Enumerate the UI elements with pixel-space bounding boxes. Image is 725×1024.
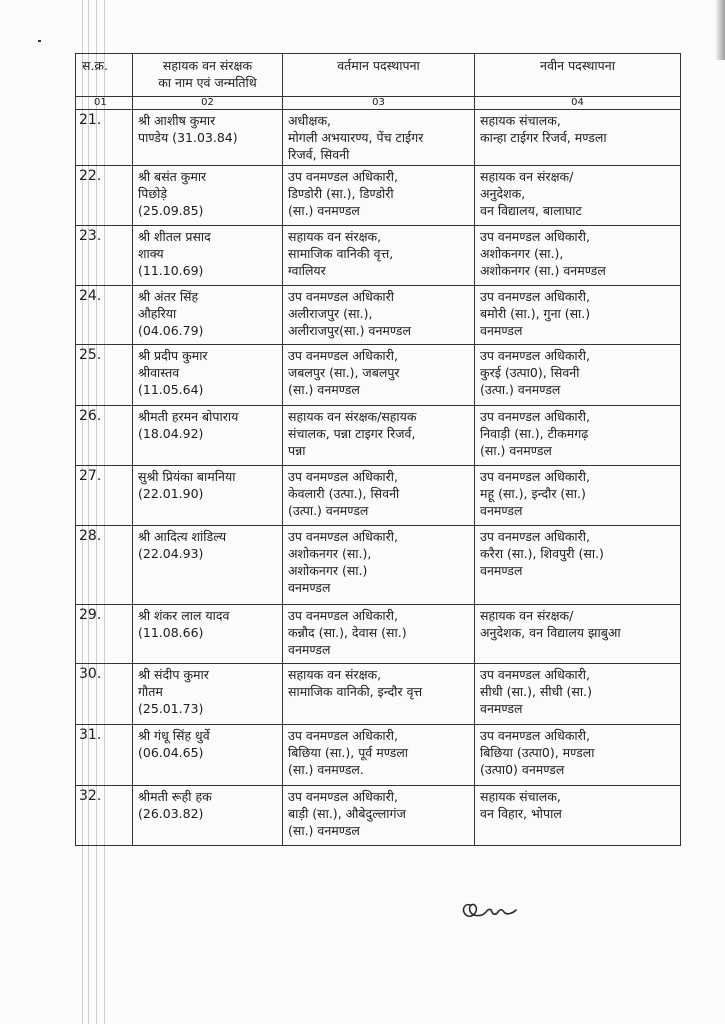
row-current-posting: अधीक्षक, मोगली अभयारण्य, पेंच टाईगर रिजर्व, सिवनी (283, 110, 475, 166)
row-current-posting: उप वनमण्डल अधिकारी, जबलपुर (सा.), जबलपुर (सा.) वनमण्डल (283, 345, 475, 406)
row-sn: 24. (76, 286, 133, 345)
table-row (76, 466, 681, 526)
column-number: 03 (283, 97, 475, 110)
row-name-dob: श्री प्रदीप कुमार श्रीवास्तव (11.05.64) (133, 345, 283, 406)
table-row (76, 786, 681, 846)
row-sn: 29. (76, 605, 133, 664)
table-row (76, 664, 681, 725)
row-sn: 27. (76, 466, 133, 526)
row-new-posting: उप वनमण्डल अधिकारी, सीधी (सा.), सीधी (सा.) वनमण्डल (475, 664, 681, 725)
row-name-dob: श्रीमती हरमन बोपाराय (18.04.92) (133, 406, 283, 466)
row-sn: 22. (76, 166, 133, 226)
row-name-dob: श्रीमती रूही हक (26.03.82) (133, 786, 283, 846)
row-new-posting: सहायक संचालक, कान्हा टाईगर रिजर्व, मण्डला (475, 110, 681, 166)
row-current-posting: सहायक वन संरक्षक/सहायक संचालक, पन्ना टाइगर रिजर्व, पन्ना (283, 406, 475, 466)
posting-table (75, 53, 681, 846)
row-new-posting: उप वनमण्डल अधिकारी, कुरई (उत्पा0), सिवनी (उत्पा.) वनमण्डल (475, 345, 681, 406)
row-sn: 26. (76, 406, 133, 466)
row-current-posting: उप वनमण्डल अधिकारी, कन्नौद (सा.), देवास (सा.) वनमण्डल (283, 605, 475, 664)
row-new-posting: उप वनमण्डल अधिकारी, अशोकनगर (सा.), अशोकनगर (सा.) वनमण्डल (475, 226, 681, 286)
row-sn: 30. (76, 664, 133, 725)
row-current-posting: उप वनमण्डल अधिकारी अलीराजपुर (सा.), अलीराजपुर(सा.) वनमण्डल (283, 286, 475, 345)
column-number: 01 (76, 97, 133, 110)
table-row (76, 725, 681, 786)
row-name-dob: श्री आदित्य शांडिल्य (22.04.93) (133, 526, 283, 605)
row-current-posting: उप वनमण्डल अधिकारी, केवलारी (उत्पा.), सिवनी (उत्पा.) वनमण्डल (283, 466, 475, 526)
row-sn: 25. (76, 345, 133, 406)
row-name-dob: श्री बसंत कुमार पिछोड़े (25.09.85) (133, 166, 283, 226)
row-name-dob: श्री गंधू सिंह धुर्वे (06.04.65) (133, 725, 283, 786)
column-number: 04 (475, 97, 681, 110)
row-name-dob: श्री शंकर लाल यादव (11.08.66) (133, 605, 283, 664)
header-name-dob: सहायक वन संरक्षक का नाम एवं जन्मतिथि (133, 54, 283, 97)
table-row (76, 345, 681, 406)
header-sn: स.क्र. (76, 54, 133, 97)
row-sn: 21. (76, 110, 133, 166)
row-name-dob: श्री शीतल प्रसाद शाक्य (11.10.69) (133, 226, 283, 286)
table-row (76, 110, 681, 166)
row-new-posting: उप वनमण्डल अधिकारी, बमोरी (सा.), गुना (सा.) वनमण्डल (475, 286, 681, 345)
row-new-posting: सहायक संचालक, वन विहार, भोपाल (475, 786, 681, 846)
table-row (76, 605, 681, 664)
row-new-posting: उप वनमण्डल अधिकारी, बिछिया (उत्पा0), मण्डला (उत्पा0) वनमण्डल (475, 725, 681, 786)
row-sn: 23. (76, 226, 133, 286)
table-row (76, 406, 681, 466)
table-row (76, 286, 681, 345)
ink-speck (38, 40, 41, 42)
row-current-posting: उप वनमण्डल अधिकारी, बाड़ी (सा.), औबेदुल्लागंज (सा.) वनमण्डल (283, 786, 475, 846)
row-name-dob: सुश्री प्रियंका बामनिया (22.01.90) (133, 466, 283, 526)
row-new-posting: उप वनमण्डल अधिकारी, महू (सा.), इन्दौर (सा.) वनमण्डल (475, 466, 681, 526)
row-sn: 32. (76, 786, 133, 846)
row-current-posting: सहायक वन संरक्षक, सामाजिक वानिकी वृत्त, ग्वालियर (283, 226, 475, 286)
header-row (76, 54, 681, 97)
row-sn: 31. (76, 725, 133, 786)
page-edge-shadow (715, 0, 725, 60)
row-new-posting: सहायक वन संरक्षक/ अनुदेशक, वन विद्यालय, बालाघाट (475, 166, 681, 226)
row-current-posting: उप वनमण्डल अधिकारी, डिण्डोरी (सा.), डिण्डोरी (सा.) वनमण्डल (283, 166, 475, 226)
row-sn: 28. (76, 526, 133, 605)
transfer-order-table-container (75, 53, 681, 846)
header-current-posting: वर्तमान पदस्थापना (283, 54, 475, 97)
row-new-posting: सहायक वन संरक्षक/ अनुदेशक, वन विद्यालय झाबुआ (475, 605, 681, 664)
column-number-row (76, 97, 681, 110)
handwritten-signature (458, 893, 528, 931)
column-number: 02 (133, 97, 283, 110)
row-current-posting: सहायक वन संरक्षक, सामाजिक वानिकी, इन्दौर वृत्त (283, 664, 475, 725)
row-name-dob: श्री अंतर सिंह औहरिया (04.06.79) (133, 286, 283, 345)
row-current-posting: उप वनमण्डल अधिकारी, अशोकनगर (सा.), अशोकनगर (सा.) वनमण्डल (283, 526, 475, 605)
header-new-posting: नवीन पदस्थापना (475, 54, 681, 97)
table-row (76, 166, 681, 226)
row-name-dob: श्री आशीष कुमार पाण्डेय (31.03.84) (133, 110, 283, 166)
row-current-posting: उप वनमण्डल अधिकारी, बिछिया (सा.), पूर्व मण्डला (सा.) वनमण्डल. (283, 725, 475, 786)
row-new-posting: उप वनमण्डल अधिकारी, करैरा (सा.), शिवपुरी (सा.) वनमण्डल (475, 526, 681, 605)
row-name-dob: श्री संदीप कुमार गौतम (25.01.73) (133, 664, 283, 725)
table-row (76, 226, 681, 286)
table-row (76, 526, 681, 605)
row-new-posting: उप वनमण्डल अधिकारी, निवाड़ी (सा.), टीकमगढ़ (सा.) वनमण्डल (475, 406, 681, 466)
